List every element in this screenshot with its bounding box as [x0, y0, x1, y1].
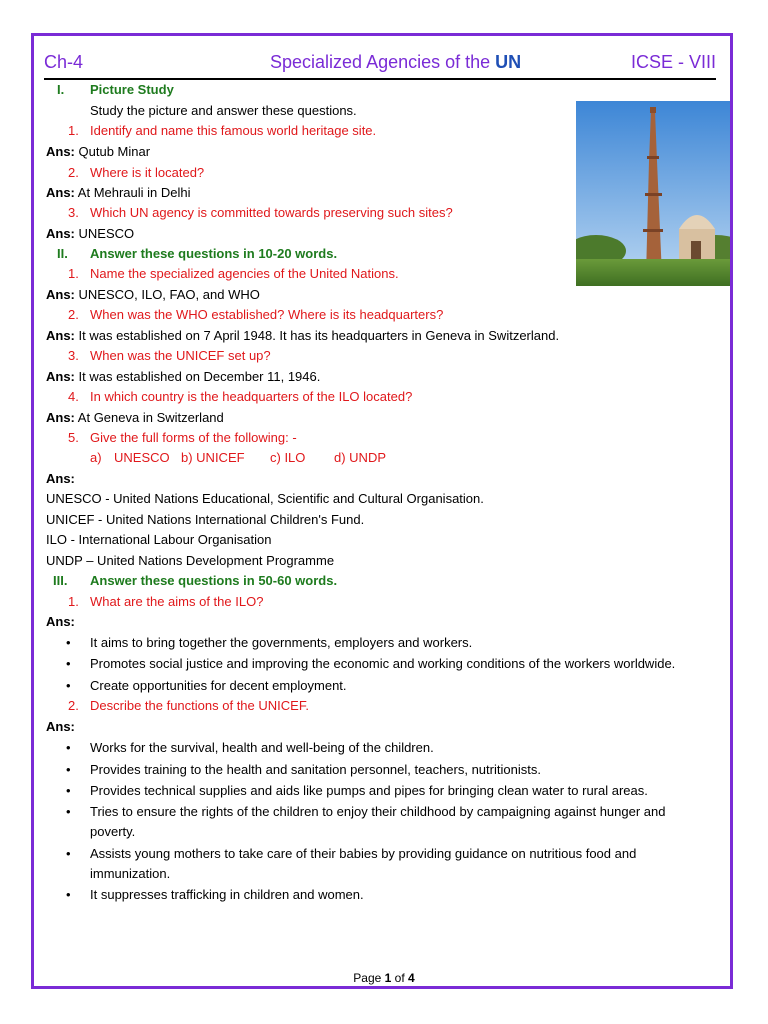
question-number: 1.: [68, 266, 79, 281]
current-page: 1: [384, 971, 392, 985]
question-number: 2.: [68, 307, 79, 322]
bullet-item: • Provides technical supplies and aids like pumps and pipes for bringing clean water to rural areas.: [90, 783, 648, 799]
section-number: III.: [53, 573, 68, 588]
question-number: 3.: [68, 205, 79, 220]
question-text: Where is it located?: [90, 165, 205, 180]
answer-line: Ans: At Geneva in Switzerland: [46, 410, 224, 425]
section-number: I.: [57, 82, 65, 97]
question-text: Which UN agency is committed towards preserving such sites?: [90, 205, 453, 220]
section-title: Picture Study: [90, 82, 174, 97]
answer-line: Ans: At Mehrauli in Delhi: [46, 185, 191, 200]
total-pages: 4: [408, 971, 415, 985]
bullet-continuation: immunization.: [90, 866, 171, 881]
question-text: In which country is the headquarters of the ILO located?: [90, 389, 413, 404]
question-text: Give the full forms of the following: -: [90, 430, 297, 445]
answer-label: Ans:: [46, 719, 75, 734]
answer-line: Ans: UNESCO, ILO, FAO, and WHO: [46, 287, 260, 302]
answer-label: Ans:: [46, 471, 75, 486]
full-form: UNESCO - United Nations Educational, Scientific and Cultural Organisation.: [46, 491, 484, 506]
answer-line: Ans: It was established on 7 April 1948. It has its headquarters in Geneva in Switzerland.: [46, 328, 560, 343]
option-c: c) ILO: [270, 450, 306, 465]
question-number: 5.: [68, 430, 79, 445]
bullet-item: • Works for the survival, health and well-being of the children.: [90, 740, 434, 756]
question-text: When was the WHO established? Where is its headquarters?: [90, 307, 444, 322]
header-rule: [44, 78, 716, 80]
bullet-item: • Provides training to the health and sanitation personnel, teachers, nutritionists.: [90, 762, 541, 778]
question-number: 1.: [68, 123, 79, 138]
page-footer: Page 1 of 4: [353, 971, 415, 985]
section-title: Answer these questions in 10-20 words.: [90, 246, 338, 261]
answer-line: Ans: It was established on December 11, 1946.: [46, 369, 321, 384]
class-label: ICSE - VIII: [630, 52, 716, 72]
bullet-item: • Promotes social justice and improving the economic and working conditions of the workers worldwide.: [90, 656, 675, 672]
answer-label: Ans:: [46, 614, 75, 629]
section-number: II.: [57, 246, 68, 261]
qutub-minar-photo: [576, 101, 730, 286]
answer-line: Ans: Qutub Minar: [46, 144, 151, 159]
bullet-item: • It suppresses trafficking in children and women.: [90, 887, 364, 903]
question-text: When was the UNICEF set up?: [90, 348, 271, 363]
option-a: UNESCO: [114, 450, 170, 465]
option-a-letter: a): [90, 450, 102, 465]
section-title: Answer these questions in 50-60 words.: [90, 573, 338, 588]
question-number: 2.: [68, 165, 79, 180]
question-text: Identify and name this famous world heritage site.: [90, 123, 377, 138]
answer-line: Ans: UNESCO: [46, 226, 135, 241]
bullet-item: • Assists young mothers to take care of their babies by providing guidance on nutritious food and: [90, 846, 636, 862]
option-d: d) UNDP: [334, 450, 387, 465]
full-form: UNICEF - United Nations International Children's Fund.: [46, 512, 365, 527]
bullet-item: • Tries to ensure the rights of the children to enjoy their childhood by campaigning against hunger and: [90, 804, 666, 820]
question-number: 2.: [68, 698, 79, 713]
bullet-item: • It aims to bring together the governments, employers and workers.: [90, 635, 472, 651]
page-title: Specialized Agencies of the UN: [270, 52, 522, 72]
bullet-item: • Create opportunities for decent employment.: [90, 678, 347, 694]
question-number: 4.: [68, 389, 79, 404]
option-b: b) UNICEF: [181, 450, 245, 465]
question-number: 3.: [68, 348, 79, 363]
question-text: Describe the functions of the UNICEF.: [90, 698, 309, 713]
page-header: [44, 50, 716, 80]
question-text: What are the aims of the ILO?: [90, 594, 264, 609]
chapter-label: Ch-4: [44, 52, 84, 72]
question-text: Name the specialized agencies of the United Nations.: [90, 266, 399, 281]
bullet-continuation: poverty.: [90, 824, 136, 839]
full-form: UNDP – United Nations Development Programme: [46, 553, 335, 568]
full-form: ILO - International Labour Organisation: [46, 532, 272, 547]
section-intro: Study the picture and answer these questions.: [90, 103, 357, 118]
question-number: 1.: [68, 594, 79, 609]
